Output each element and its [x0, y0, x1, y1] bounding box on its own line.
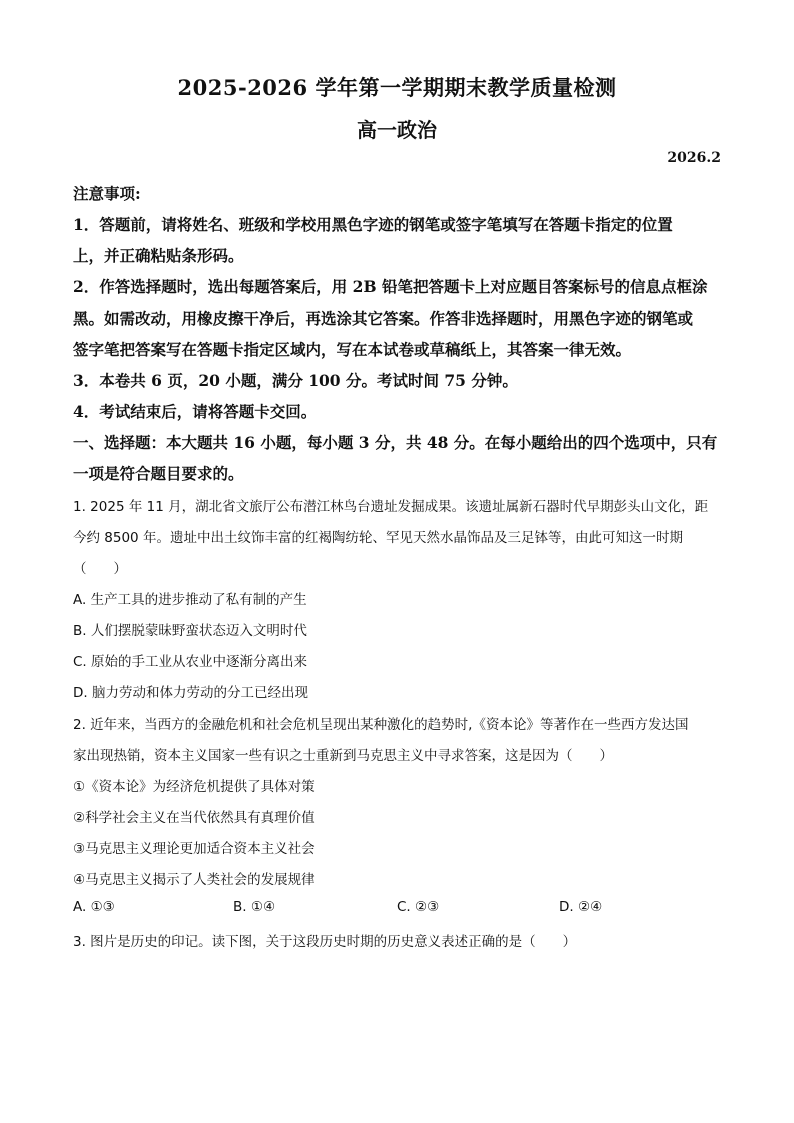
notice-heading: 注意事项: [73, 184, 141, 203]
question-2-stem: 2. 近年来，当西方的金融危机和社会危机呈现出某种激化的趋势时,《资本论》等著作在一些西方发达国 [73, 717, 689, 733]
notice-line: 3．本卷共 6 页，20 小题，满分 100 分。考试时间 75 分钟。 [73, 371, 518, 390]
question-2-statement: ②科学社会主义在当代依然具有真理价值 [73, 810, 315, 826]
question-1-stem: （ ） [73, 561, 127, 577]
notice-line: 4．考试结束后，请将答题卡交回。 [73, 402, 317, 421]
question-2-stem: 家出现热销，资本主义国家一些有识之士重新到马克思主义中寻求答案，这是因为（ ） [73, 748, 613, 764]
question-2-option-d: D. ②④ [559, 899, 603, 915]
question-1-stem: 今约 8500 年。遗址中出土纹饰丰富的红褐陶纺轮、罕见天然水晶饰品及三足钵等，由此可知这一时期 [73, 530, 683, 546]
notice-line: 黑。如需改动，用橡皮擦干净后，再选涂其它答案。作答非选择题时，用黑色字迹的钢笔或 [73, 309, 694, 328]
question-1-stem: 1. 2025 年 11 月，湖北省文旅厅公布潜江林鸟台遗址发掘成果。该遗址属新石器时代早期彭头山文化，距 [73, 499, 709, 515]
question-2-statement: ③马克思主义理论更加适合资本主义社会 [73, 841, 315, 857]
notice-line: 上，并正确粘贴条形码。 [73, 246, 244, 265]
subject-title: 高一政治 [357, 118, 437, 142]
section-heading: 一、选择题：本大题共 16 小题，每小题 3 分，共 48 分。在每小题给出的四个选项中，只有 [73, 433, 718, 452]
question-3-stem: 3. 图片是历史的印记。读下图，关于这段历史时期的历史意义表述正确的是（ ） [73, 934, 577, 950]
question-2-statement: ①《资本论》为经济危机提供了具体对策 [73, 779, 315, 795]
question-2-statement: ④马克思主义揭示了人类社会的发展规律 [73, 872, 315, 888]
question-2-option-a: A. ①③ [73, 899, 115, 915]
notice-line: 1．答题前，请将姓名、班级和学校用黑色字迹的钢笔或签字笔填写在答题卡指定的位置 [73, 215, 673, 234]
section-heading: 一项是符合题目要求的。 [73, 464, 244, 483]
question-1-option-d: D. 脑力劳动和体力劳动的分工已经出现 [73, 685, 308, 701]
question-1-option-a: A. 生产工具的进步推动了私有制的产生 [73, 592, 307, 608]
question-1-option-c: C. 原始的手工业从农业中逐渐分离出来 [73, 654, 308, 670]
exam-title: 2025-2026 学年第一学期期末教学质量检测 [177, 75, 617, 100]
exam-date: 2026.2 [667, 150, 721, 166]
question-2-option-b: B. ①④ [233, 899, 276, 915]
question-1-option-b: B. 人们摆脱蒙昧野蛮状态迈入文明时代 [73, 623, 307, 639]
notice-line: 2．作答选择题时，选出每题答案后，用 2B 铅笔把答题卡上对应题目答案标号的信息点框涂 [73, 277, 708, 296]
question-2-option-c: C. ②③ [397, 899, 440, 915]
notice-line: 签字笔把答案写在答题卡指定区域内，写在本试卷或草稿纸上，其答案一律无效。 [73, 340, 632, 359]
